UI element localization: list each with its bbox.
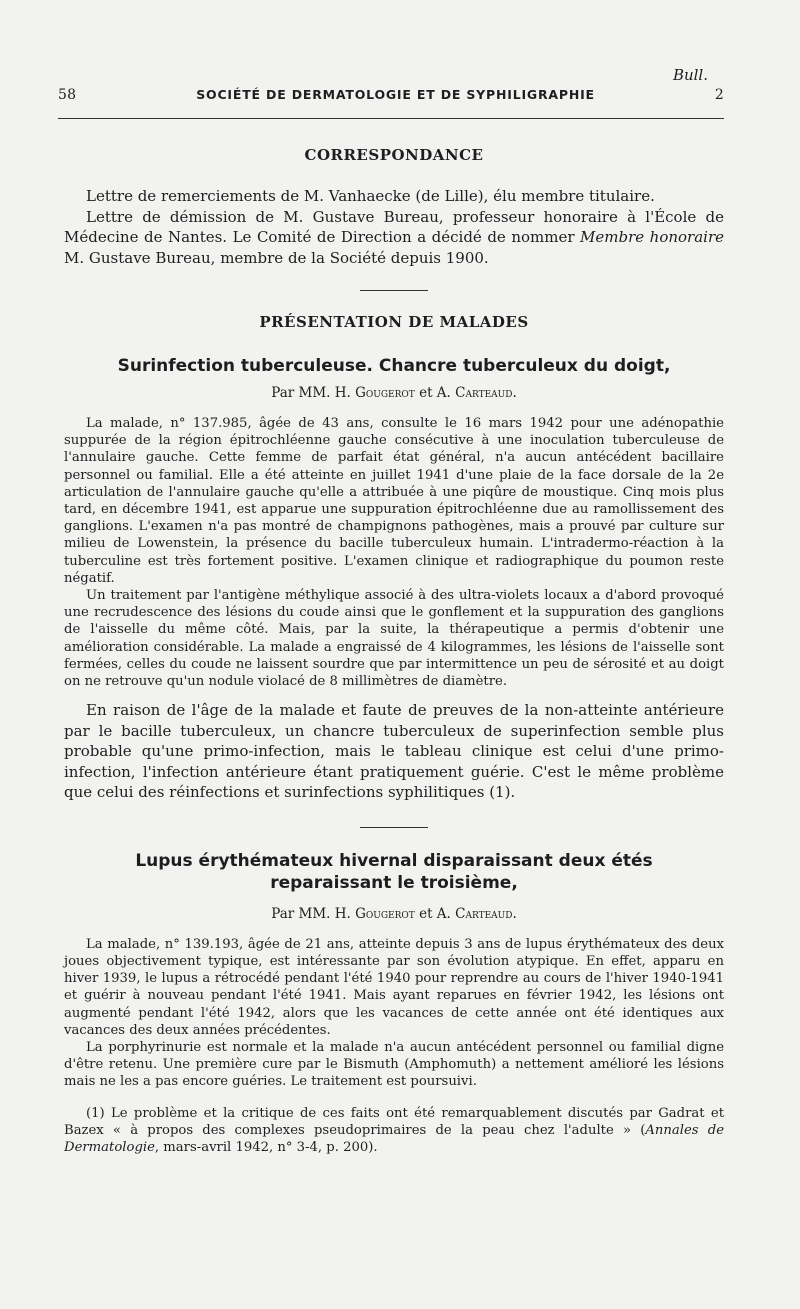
article-title-line1: Lupus érythémateux hivernal disparaissant deux étés: [135, 850, 653, 871]
paragraph: La malade, n° 139.193, âgée de 21 ans, atteinte depuis 3 ans de lupus érythémateux des deux joues objectivement typique, est intéressante par son évolution atypique. En effet, apparu en hiver 1939, le lupus a rétrocédé pendant l'été 1940 pour reprendre au cours de l'hiver 1940-1941 et guérir à nouveau pendant l'été 1941. Mais ayant reparues en février 1942, les lésions ont augmenté pendant l'été 1942, alors que les vacances de cette année ont été identiques aux vacances des deux années précédentes.: [64, 936, 724, 1038]
text-span: M. Gustave Bureau, membre de la Société depuis 1900.: [64, 248, 489, 267]
page-body: [64, 146, 724, 1156]
text-span: , mars-avril 1942, n° 3-4, p. 200).: [154, 1139, 378, 1155]
byline: [64, 906, 724, 922]
paragraph: En raison de l'âge de la malade et faute de preuves de la non-atteinte antérieure par le bacille tuberculeux, un chancre tuberculeux de superinfection semble plus probable qu'une primo-infection, mais le tableau clinique est celui d'une primo-infection, l'infection antérieure étant pratiquement guérie. C'est le même problème que celui des réinfections et surinfections syphilitiques (1).: [64, 701, 724, 802]
paragraph: La malade, n° 137.985, âgée de 43 ans, consulte le 16 mars 1942 pour une adénopathie suppurée de la région épitrochléenne gauche consécutive à une inoculation tuberculeuse de l'annulaire gauche. Cette femme de parfait état général, n'a aucun antécédent bacillaire personnel ou familial. Elle a été atteinte en juillet 1941 d'une plaie de la face dorsale de la 2e articulation de l'annulaire gauche qu'elle a attribuée à une piqûre de moustique. Cinq mois plus tard, en décembre 1941, est apparue une suppuration épitrochléenne due au ramollissement des ganglions. L'examen n'a pas montré de champignons pathogènes, mais a prouvé par culture sur milieu de Lowenstein, la présence du bacille tuberculeux humain. L'intradermo-réaction à la tuberculine est très fortement positive. L'examen clinique et radiographique du poumon reste négatif.: [64, 416, 724, 586]
author-name: Carteaud.: [455, 905, 517, 922]
header-rule: [58, 118, 724, 119]
article-title-line2: reparaissant le troisième,: [270, 872, 518, 893]
byline-prefix: Par MM. H.: [271, 905, 351, 922]
italic-text: Annales de Dermatologie: [64, 1122, 724, 1155]
page-number: 58: [58, 87, 77, 103]
text-span: Lettre de démission de M. Gustave Bureau, professeur honoraire à l'École de Médecine de Nantes. Le Comité de Direction a décidé de nommer: [64, 207, 724, 246]
issue-number: 2: [714, 87, 724, 103]
paragraph: Un traitement par l'antigène méthylique associé à des ultra-violets locaux a d'abord provoqué une recrudescence des lésions du coude ainsi que le gonflement et la suppuration des ganglions de l'aisselle du même côté. Mais, par la suite, la thérapeutique a permis d'obtenir une amélioration considérable. La malade a engraissé de 4 kilogrammes, les lésions de l'aisselle sont fermées, celles du coude ne laissent sourdre que par intermittence un peu de sérosité et au doigt on ne retrouve qu'un nodule violacé de 8 millimètres de diamètre.: [64, 588, 724, 690]
byline: [64, 385, 724, 401]
text-span: (1) Le problème et la critique de ces faits ont été remarquablement discutés par Gadrat et Bazex « à propos des complexes pseudoprimaires de la peau chez l'adulte » (: [64, 1105, 724, 1138]
paragraph: [64, 207, 724, 269]
journal-abbreviation: Bull.: [672, 66, 708, 84]
byline-prefix: Par MM. H.: [271, 385, 351, 401]
journal-title: SOCIÉTÉ DE DERMATOLOGIE ET DE SYPHILIGRAPHIE: [196, 87, 595, 102]
section-heading-presentation: PRÉSENTATION DE MALADES: [259, 313, 529, 331]
section-divider: [360, 290, 428, 291]
article-title: Surinfection tuberculeuse. Chancre tuberculeux du doigt,: [117, 356, 671, 376]
footnote: [64, 1105, 724, 1157]
byline-mid: et A.: [419, 385, 451, 401]
paragraph: La porphyrinurie est normale et la malade n'a aucun antécédent personnel ou familial digne d'être retenu. Une première cure par le Bismuth (Amphomuth) a nettement amélioré les lésions mais ne les a pas encore guéries. Le traitement est poursuivi.: [64, 1039, 724, 1090]
author-name: Gougerot: [355, 385, 415, 401]
running-header: [58, 87, 724, 103]
author-name: Gougerot: [355, 905, 415, 922]
italic-text: Membre honoraire: [580, 228, 724, 246]
section-heading-correspondance: CORRESPONDANCE: [304, 146, 484, 164]
author-name: Carteaud.: [455, 385, 517, 401]
paragraph: Lettre de remerciements de M. Vanhaecke (de Lille), élu membre titulaire.: [86, 187, 655, 205]
section-divider: [360, 827, 428, 828]
byline-mid: et A.: [419, 905, 451, 922]
